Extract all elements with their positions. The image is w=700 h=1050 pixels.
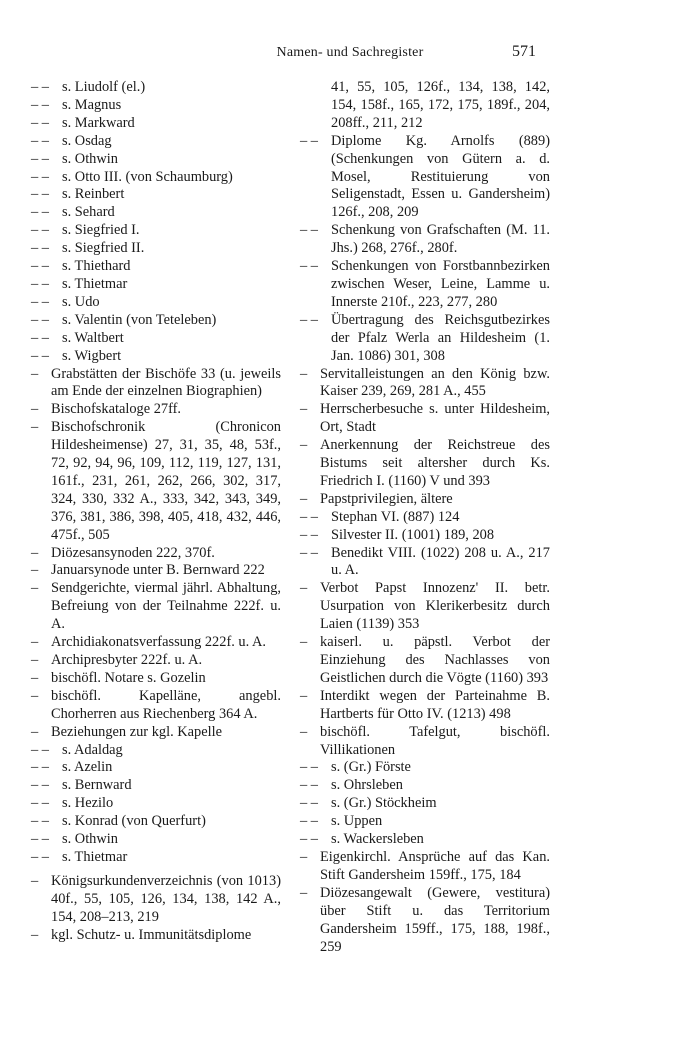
entry-text: 41, 55, 105, 126f., 134, 138, 142, 154, 158f., 165, 172, 175, 189f., 204, 208ff., 211, 212	[331, 79, 550, 131]
entry-dash: –	[31, 872, 39, 889]
entry-dash: – –	[300, 258, 318, 275]
entry-text: s. (Gr.) Förste	[331, 759, 411, 776]
entry-text: s. Uppen	[331, 813, 383, 830]
entry-text: s. Bernward	[62, 777, 132, 794]
entry-text: Anerkennung der Reichstreue des Bistums seit altersher durch Ks. Friedrich I. (1160) V und 393	[320, 437, 550, 489]
entry-text: Diözesangewalt (Gewere, vestitura) über Stift u. das Territorium Gandersheim 159ff., 175, 188, 198f., 259	[320, 884, 550, 955]
index-entry	[31, 562, 281, 580]
entry-dash: –	[31, 365, 39, 382]
index-entry	[31, 222, 281, 240]
entry-text: Benedikt VIII. (1022) 208 u. A., 217 u. A.	[331, 544, 550, 579]
index-entry	[31, 634, 281, 652]
entry-text: Schenkung von Grafschaften (M. 11. Jhs.) 268, 276f., 280f.	[331, 222, 550, 257]
entry-text: s. Hezilo	[62, 795, 114, 812]
entry-text: Schenkungen von Forstbannbezirken zwischen Weser, Leine, Lamme u. Innerste 210f., 223, 277, 280	[331, 258, 550, 310]
entry-dash: – –	[31, 204, 49, 221]
entry-dash: – –	[300, 222, 318, 239]
entry-dash: – –	[31, 759, 49, 776]
index-entry	[300, 79, 550, 133]
entry-text: kaiserl. u. päpstl. Verbot der Einziehung des Nachlasses von Geistlichen durch die Vögte (1160) 393	[320, 634, 550, 686]
index-entry	[300, 831, 550, 849]
entry-text: s. Thiethard	[62, 258, 131, 275]
entry-text: s. Osdag	[62, 132, 112, 149]
index-entry	[300, 777, 550, 795]
entry-text: Übertragung des Reichsgutbezirkes der Pfalz Werla an Hildesheim (1. Jan. 1086) 301, 308	[331, 311, 550, 364]
entry-dash: –	[31, 634, 39, 651]
entry-text: Silvester II. (1001) 189, 208	[331, 526, 495, 543]
entry-text: Bischofskataloge 27ff.	[51, 401, 182, 418]
entry-text: s. Otto III. (von Schaumburg)	[62, 168, 233, 185]
entry-dash: – –	[31, 831, 49, 848]
entry-text: s. Udo	[62, 293, 100, 310]
entry-dash: –	[31, 562, 39, 579]
entry-text: s. (Gr.) Stöckheim	[331, 795, 437, 812]
index-entry	[31, 742, 281, 760]
entry-text: s. Siegfried II.	[62, 240, 145, 257]
entry-dash: – –	[31, 347, 49, 364]
entry-dash: – –	[31, 777, 49, 794]
index-entry	[31, 873, 281, 927]
index-entry	[300, 849, 550, 885]
index-entry	[300, 312, 550, 366]
index-entry	[300, 580, 550, 634]
entry-text: Januarsynode unter B. Bernward 222	[51, 562, 265, 579]
entry-text: s. Magnus	[62, 96, 122, 113]
index-entry	[31, 777, 281, 795]
entry-dash: – –	[31, 329, 49, 346]
index-entry	[31, 724, 281, 742]
index-entry	[31, 79, 281, 97]
entry-text: s. Thietmar	[62, 848, 128, 865]
entry-dash: – –	[300, 831, 318, 848]
index-entry	[300, 401, 550, 437]
entry-dash: –	[31, 401, 39, 418]
entry-text: Königsurkundenverzeichnis (von 1013) 40f., 55, 105, 126, 134, 138, 142 A., 154, 208–213, 219	[51, 872, 281, 925]
index-entry	[31, 366, 281, 402]
entry-dash: – –	[300, 795, 318, 812]
entry-dash: –	[31, 687, 39, 704]
index-entry	[300, 258, 550, 312]
entry-dash: –	[300, 580, 308, 597]
entry-dash: – –	[300, 526, 318, 543]
entry-text: s. Othwin	[62, 831, 118, 848]
entry-text: Bischofschronik (Chronicon Hildesheimense) 27, 31, 35, 48, 53f., 72, 92, 94, 96, 109, 112, 119, 127, 131, 161f., 231, 261, 262, 266, 302, 317, 324, 330, 332 A., 333, 342, 343, 349, 376, 381, 386, 398, 405, 418, 432, 446, 475f., 505	[51, 419, 281, 543]
left-column	[31, 79, 281, 945]
entry-text: bischöfl. Kapelläne, angebl. Chorherren aus Riechenberg 364 A.	[51, 687, 281, 722]
entry-dash: – –	[300, 508, 318, 525]
entry-dash: – –	[31, 96, 49, 113]
index-entry	[300, 437, 550, 491]
index-entry	[300, 133, 550, 223]
entry-dash: – –	[31, 848, 49, 865]
entry-text: Beziehungen zur kgl. Kapelle	[51, 723, 223, 740]
index-entry	[300, 634, 550, 688]
index-entry	[31, 652, 281, 670]
index-entry	[300, 759, 550, 777]
entry-dash: –	[300, 365, 308, 382]
index-entry	[31, 186, 281, 204]
index-entry	[31, 240, 281, 258]
index-entry	[31, 419, 281, 544]
entry-text: Servitalleistungen an den König bzw. Kaiser 239, 269, 281 A., 455	[320, 365, 550, 400]
right-column	[300, 79, 550, 956]
entry-dash: –	[300, 848, 308, 865]
entry-dash: –	[31, 669, 39, 686]
entry-dash: – –	[31, 240, 49, 257]
entry-dash: – –	[31, 132, 49, 149]
entry-text: s. Waltbert	[62, 329, 124, 346]
entry-dash: –	[300, 687, 308, 704]
entry-dash: – –	[300, 311, 318, 328]
entry-dash: – –	[300, 777, 318, 794]
entry-dash: –	[31, 580, 39, 597]
entry-text: s. Reinbert	[62, 186, 125, 203]
entry-dash: –	[300, 723, 308, 740]
index-entry	[31, 276, 281, 294]
index-entry	[300, 222, 550, 258]
entry-dash: – –	[31, 186, 49, 203]
entry-text: Eigenkirchl. Ansprüche auf das Kan. Stift Gandersheim 159ff., 175, 184	[320, 848, 550, 883]
entry-dash: – –	[31, 275, 49, 292]
entry-text: s. Othwin	[62, 150, 118, 167]
entry-dash: –	[31, 544, 39, 561]
running-title: Namen- und Sachregister	[276, 45, 424, 60]
entry-dash: –	[31, 723, 39, 740]
entry-dash: – –	[31, 168, 49, 185]
index-entry	[31, 401, 281, 419]
entry-text: s. Markward	[62, 114, 135, 131]
entry-dash: – –	[300, 132, 318, 149]
entry-text: Stephan VI. (887) 124	[331, 508, 460, 525]
index-entry	[300, 813, 550, 831]
index-entry	[31, 849, 281, 867]
entry-text: Diözesansynoden 222, 370f.	[51, 544, 215, 561]
entry-dash: – –	[300, 813, 318, 830]
index-entry	[31, 151, 281, 169]
entry-text: s. Siegfried I.	[62, 222, 140, 239]
entry-text: s. Thietmar	[62, 275, 128, 292]
index-entry	[31, 759, 281, 777]
index-entry	[31, 348, 281, 366]
entry-text: s. Wackersleben	[331, 831, 424, 848]
entry-dash: –	[300, 634, 308, 651]
index-entry	[300, 885, 550, 957]
index-entry	[300, 724, 550, 760]
entry-text: Archipresbyter 222f. u. A.	[51, 652, 203, 668]
entry-dash: – –	[31, 795, 49, 812]
index-entry	[31, 312, 281, 330]
index-entry	[31, 115, 281, 133]
entry-text: Herrscherbesuche s. unter Hildesheim, Ort, Stadt	[320, 401, 550, 436]
entry-dash: –	[300, 401, 308, 418]
entry-text: s. Konrad (von Querfurt)	[62, 813, 206, 830]
entry-dash: – –	[300, 759, 318, 776]
entry-dash: – –	[31, 222, 49, 239]
entry-text: bischöfl. Tafelgut, bischöfl. Villikationen	[320, 723, 550, 758]
index-entry	[31, 294, 281, 312]
entry-dash: –	[300, 437, 308, 454]
entry-text: bischöfl. Notare s. Gozelin	[51, 669, 206, 686]
entry-dash: –	[31, 419, 39, 436]
index-entry	[31, 545, 281, 563]
index-entry	[300, 688, 550, 724]
entry-text: s. Azelin	[62, 759, 113, 776]
entry-text: Archidiakonatsverfassung 222f. u. A.	[51, 634, 267, 651]
entry-text: Sendgerichte, viermal jährl. Abhaltung, Befreiung von der Teilnahme 222f. u. A.	[51, 580, 281, 633]
entry-dash: –	[31, 926, 39, 943]
entry-text: Grabstätten der Bischöfe 33 (u. jeweils am Ende der einzelnen Biographien)	[51, 365, 281, 400]
entry-text: s. Sehard	[62, 204, 115, 221]
entry-text: Interdikt wegen der Parteinahme B. Hartberts für Otto IV. (1213) 498	[320, 687, 550, 722]
entry-text: Verbot Papst Innozenz' II. betr. Usurpation von Klerikerbesitz durch Laien (1139) 353	[320, 580, 550, 633]
entry-text: Diplome Kg. Arnolfs (889) (Schenkungen von Gütern a. d. Mosel, Restituierung von Seligenstadt, Essen u. Gandersheim) 126f., 208, 209	[331, 132, 550, 221]
entry-text: s. Liudolf (el.)	[62, 79, 146, 95]
index-entry	[31, 831, 281, 849]
index-entry	[31, 927, 281, 945]
entry-dash: –	[31, 652, 39, 668]
index-entry	[300, 509, 550, 527]
entry-text: kgl. Schutz- u. Immunitätsdiplome	[51, 926, 252, 943]
entry-dash: –	[300, 884, 308, 901]
entry-dash: – –	[31, 79, 49, 95]
entry-text: s. Valentin (von Teteleben)	[62, 311, 217, 328]
entry-dash: – –	[31, 114, 49, 131]
index-entry	[31, 133, 281, 151]
entry-dash: – –	[31, 813, 49, 830]
page-number: 571	[512, 43, 536, 60]
entry-text: s. Wigbert	[62, 347, 122, 364]
index-entry	[31, 688, 281, 724]
index-entry	[31, 670, 281, 688]
entry-dash: –	[300, 490, 308, 507]
index-entry	[300, 491, 550, 509]
index-entry	[31, 169, 281, 187]
index-entry	[31, 580, 281, 634]
index-entry	[300, 545, 550, 581]
entry-dash: – –	[31, 150, 49, 167]
entry-dash: – –	[300, 544, 318, 561]
entry-dash: – –	[31, 258, 49, 275]
index-entry	[300, 527, 550, 545]
index-entry	[300, 795, 550, 813]
entry-text: s. Ohrsleben	[331, 777, 403, 794]
entry-dash: – –	[31, 311, 49, 328]
index-entry	[300, 366, 550, 402]
index-entry	[31, 204, 281, 222]
index-entry	[31, 258, 281, 276]
index-entry	[31, 330, 281, 348]
entry-text: s. Adaldag	[62, 741, 123, 758]
entry-dash: – –	[31, 741, 49, 758]
entry-text: Papstprivilegien, ältere	[320, 490, 453, 507]
index-entry	[31, 795, 281, 813]
entry-dash: – –	[31, 293, 49, 310]
index-entry	[31, 813, 281, 831]
index-entry	[31, 97, 281, 115]
